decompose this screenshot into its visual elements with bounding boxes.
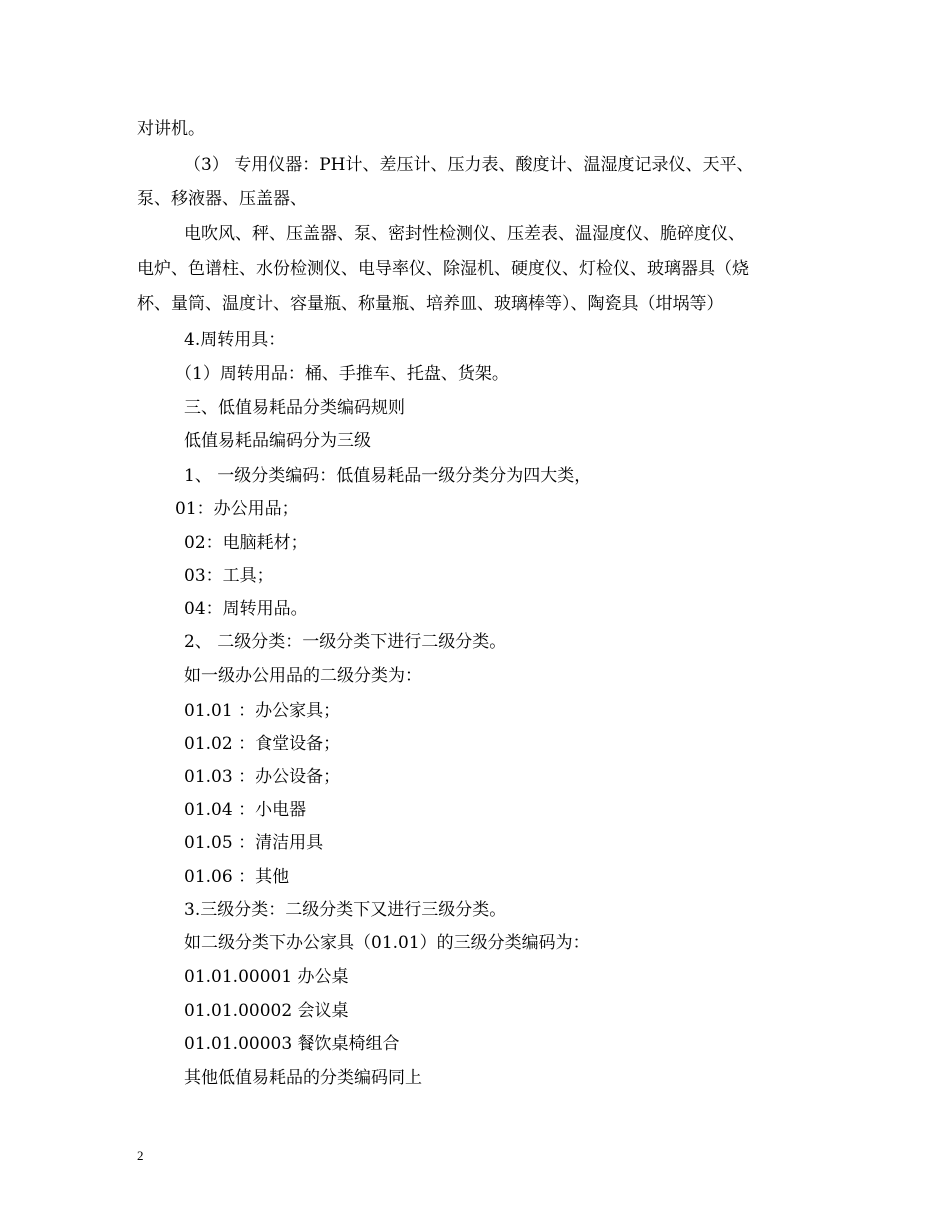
text-line: 01.01.00002 会议桌 [184,1001,349,1021]
text-line: 三、低值易耗品分类编码规则 [184,398,405,418]
text-line: 低值易耗品编码分为三级 [184,431,371,451]
text-line: 01.03 ：办公设备； [184,767,341,787]
text-line: （1）周转用品：桶、手推车、托盘、货架。 [175,364,509,384]
text-line: 1、 一级分类编码：低值易耗品一级分类分为四大类， [184,466,592,486]
text-line: 如二级分类下办公家具（01.01）的三级分类编码为： [184,933,590,953]
text-line: 04：周转用品。 [184,599,308,619]
text-line: 01.02 ：食堂设备； [184,734,341,754]
page-number: 2 [137,1148,144,1163]
text-line: 杯、量筒、温度计、容量瓶、称量瓶、培养皿、玻璃棒等）、陶瓷具（坩埚等） [137,294,724,314]
text-line: 01.05 ：清洁用具 [184,833,324,853]
text-line: 3.三级分类：二级分类下又进行三级分类。 [184,900,507,920]
text-line: 对讲机。 [137,119,205,139]
text-line: 如一级办公用品的二级分类为： [184,666,422,686]
text-line: 2、 二级分类：一级分类下进行二级分类。 [184,632,507,652]
text-line: 01.01.00003 餐饮桌椅组合 [184,1034,400,1054]
text-line: 02：电脑耗材； [184,533,308,553]
text-line: 01：办公用品； [175,499,299,519]
text-line: 电吹风、秤、压盖器、泵、密封性检测仪、压差表、温湿度仪、脆碎度仪、 [184,224,745,244]
text-line: 01.01 ：办公家具； [184,701,341,721]
text-line: 电炉、色谱柱、水份检测仪、电导率仪、除湿机、硬度仪、灯检仪、玻璃器具（烧 [137,259,749,279]
text-line: 其他低值易耗品的分类编码同上 [184,1068,422,1088]
text-line: 03：工具； [184,566,274,586]
text-line: 01.04 ：小电器 [184,800,307,820]
text-line: 4.周转用具： [184,330,286,350]
text-line: 泵、移液器、压盖器、 [137,189,307,209]
text-line: （3） 专用仪器：PH计、差压计、压力表、酸度计、温湿度记录仪、天平、 [184,155,754,175]
text-line: 01.06 ：其他 [184,867,290,887]
text-line: 01.01.00001 办公桌 [184,967,349,987]
